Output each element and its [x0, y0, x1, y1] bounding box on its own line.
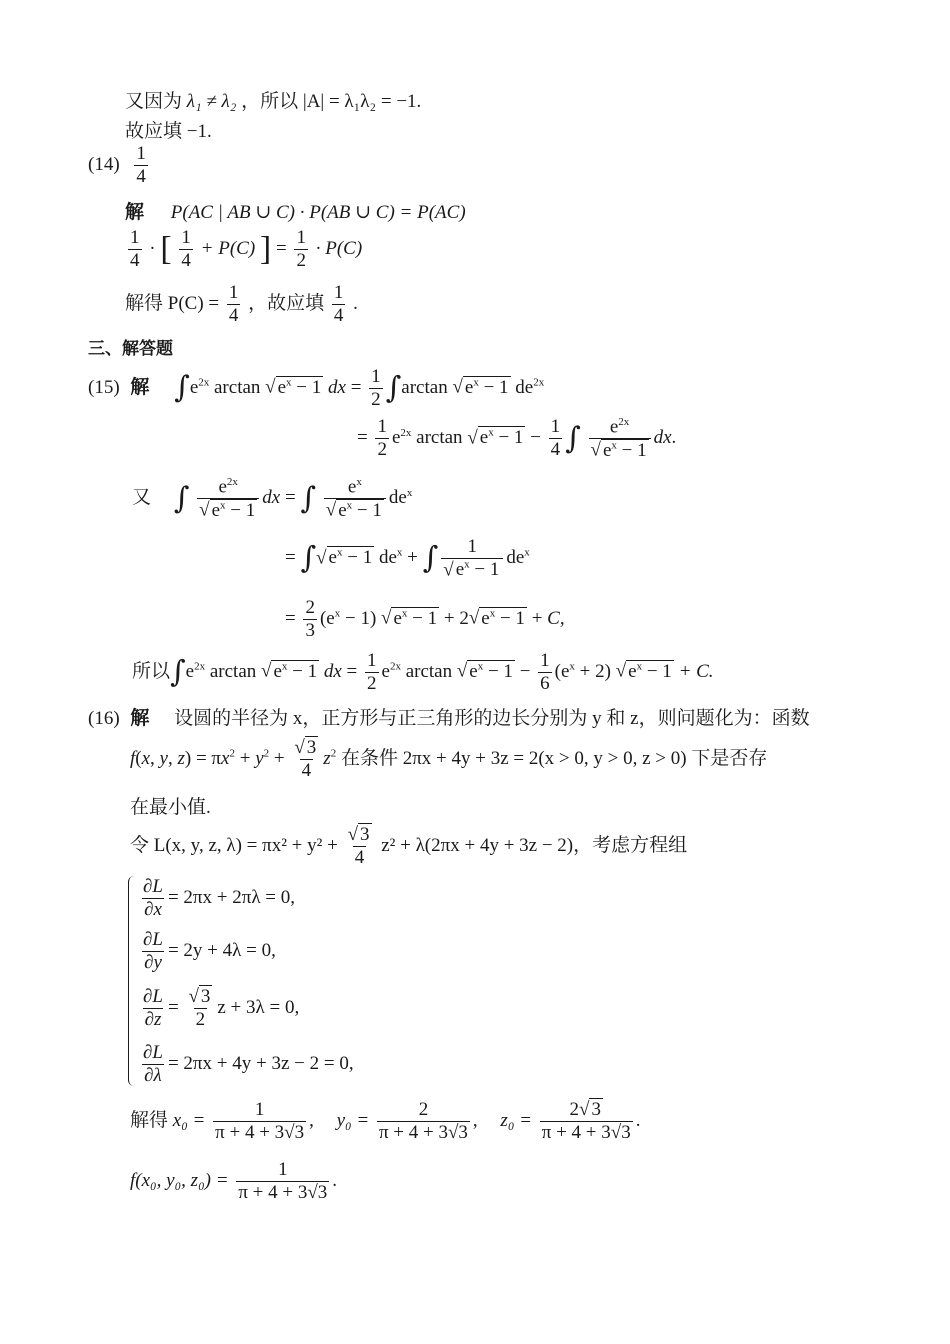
s15-line5: = $\frac{2}{3}$ $(e^x - 1)$ √ $e^x - 1 + 2√$ $e^x - 1 + C$, [285, 597, 565, 641]
s16-intro [88, 703, 810, 730]
s16-func-tail2: 在最小值. [130, 797, 211, 818]
eq-y-rhs: = 2y + 4λ = 0, [167, 939, 276, 961]
s13-lambda-neq: λ₁ ≠ λ₂ [186, 91, 237, 112]
s15-number: (15) [88, 376, 120, 398]
fraction-denominator: π + 4 + 3√3 [378, 1121, 468, 1143]
fraction-numerator: 1 [333, 282, 344, 303]
eq-lambda-rhs: = 2πx + 4y + 3z − 2 = 0, [167, 1052, 354, 1074]
s14-result-mid: ，故应填 [248, 292, 325, 314]
x0-label: x₀ = [172, 1109, 206, 1131]
fraction-denominator: 4 [333, 304, 344, 326]
s16-solution: 解得 x₀ = $\frac{1}{\pi + 4 + 3√3}$ , y₀ = $\frac{2}{\pi + 4 + 3√3}$ , z₀ = $\frac{2√ 3}{\pi + 4 + 3√3}$ . [130, 1099, 641, 1143]
s14-result-text: 解得 P(C) = [125, 292, 220, 314]
s16-intro-text: 设圆的半径为 x，正方形与正三角形的边长分别为 y 和 z，则问题化为：函数 [174, 708, 810, 729]
period: . [353, 292, 358, 314]
solved-label: 解得 [130, 1109, 169, 1131]
arctan-label: arctan [405, 660, 453, 682]
fraction-denominator: π + 4 + 3√3 [215, 1121, 305, 1143]
eq-dl-dz: $\frac{\partial L}{\partial z}$ = $\frac{√ 3}{2}$ z + 3λ = 0, [143, 986, 300, 1030]
fraction-denominator: 2 [296, 249, 306, 271]
s13-line1 [125, 86, 421, 113]
eq-dl-dx: $\frac{\partial L}{\partial x}$ = 2πx + 2πλ = 0, [143, 876, 296, 920]
s13-text-mid: ，所以 [241, 91, 299, 112]
equation-system-brace [128, 876, 137, 1086]
eq-z-rhs: z + 3λ = 0, [217, 996, 300, 1018]
z0-label: z₀ = [500, 1109, 532, 1131]
result-fraction-2 [332, 283, 346, 326]
s14-times-pc: · P(C) [315, 237, 363, 259]
s15-line1: (15) 解 $\int e^{2x}$ arctan √ $e^x - 1$ dx = $\frac{1}{2}$ ∫arctan √ $e^x - 1$ $de^{2x}$ [88, 366, 545, 410]
s14-eq1 [125, 197, 466, 224]
quarter-fraction-inner [179, 228, 193, 271]
eq-x-rhs: = 2πx + 2πλ = 0, [167, 886, 296, 908]
s13-determinant: |A| = λ₁λ₂ = −1. [302, 91, 422, 112]
arctan-label: arctan [416, 427, 463, 449]
fraction-denominator: 4 [181, 249, 191, 271]
fraction-denominator: π + 4 + 3√3 [541, 1121, 631, 1143]
solve-label: 解 [130, 708, 150, 729]
dx-label: dx [323, 660, 342, 682]
s14-header [88, 144, 151, 187]
result-fraction [227, 283, 241, 326]
fraction-numerator: 1 [136, 143, 146, 164]
s15-line4: = ∫√ $e^x - 1$ $de^x$ + ∫ $\frac{1}{√ e^x - 1}$ $de^x$ [285, 536, 530, 581]
s14-answer-fraction [134, 144, 148, 187]
s14-conditional-eq: P(AC | AB ∪ C) · P(AB ∪ C) = P(AC) [170, 202, 466, 223]
s15-line3: 又 ∫ $\frac{e^{2x}}{√ e^x - 1}$ dx = ∫ $\frac{e^x}{√ e^x - 1}$ $de^x$ [132, 476, 413, 521]
again-label: 又 [132, 487, 152, 509]
eq-dl-dlambda: $\frac{\partial L}{\partial\lambda}$ = 2πx + 4y + 3z − 2 = 0, [143, 1042, 354, 1086]
s14-result [125, 283, 358, 326]
fraction-denominator: π + 4 + 3√3 [238, 1181, 328, 1203]
fraction-denominator: 4 [136, 165, 146, 187]
quarter-fraction [128, 228, 142, 271]
arctan-label: arctan [209, 660, 257, 682]
eq-dl-dy: $\frac{\partial L}{\partial y}$ = 2y + 4λ = 0, [143, 929, 276, 973]
section-heading: 三、解答题 [88, 339, 173, 359]
arctan-label: arctan [214, 376, 261, 398]
s16-number: (16) [88, 708, 120, 729]
solve-label: 解 [130, 376, 150, 398]
s14-plus-pc: + P(C) [200, 237, 256, 259]
s14-number: (14) [88, 153, 120, 175]
s13-line2: 故应填 −1. [125, 121, 212, 142]
fraction-numerator: 1 [130, 227, 140, 248]
so-label: 所以 [132, 660, 171, 682]
s14-eq2: $\frac{1}{4}$ · [ $\frac{1}{4}$ + P(C) ] = $\frac{1}{2}$ · P(C) [130, 227, 363, 271]
s16-fvalue: f(x₀, y₀, z₀) = $\frac{1}{\pi + 4 + 3√3}$ . [130, 1159, 338, 1203]
solve-label: 解 [125, 202, 145, 223]
fraction-denominator: 4 [228, 304, 239, 326]
y0-label: y₀ = [336, 1109, 370, 1131]
s15-line2: = $\frac{1}{2}$ $e^{2x}$ arctan √ $e^x - 1$ − $\frac{1}{4}$ ∫ $\frac{e^{2x}}{√ e^x - 1}$ dx. [357, 416, 677, 461]
constant-c: + C. [678, 660, 714, 682]
fvalue-label: f(x₀, y₀, z₀) = [130, 1169, 229, 1191]
fraction-denominator: 4 [130, 249, 140, 271]
arctan-label: arctan [401, 376, 448, 398]
s15-line6: 所以$\int e^{2x}$ arctan √ $e^x - 1$ dx = $\frac{1}{2}$ $e^{2x}$ arctan √ $e^x - 1$ − $\frac{1}{6}$ $(e^x + 2)$ √ $e^x - 1 + C$. [132, 650, 714, 694]
s13-text: 又因为 [125, 91, 183, 112]
s16-constraint: 在条件 2πx + 4y + 3z = 2(x > 0, y > 0, z > 0) 下是否存 [340, 747, 768, 769]
lagrangian-post: z² + λ(2πx + 4y + 3z − 2)，考虑方程组 [381, 834, 688, 856]
half-fraction [294, 228, 308, 271]
lagrangian-pre: 令 L(x, y, z, λ) = πx² + y² + [130, 834, 338, 856]
s16-lagrangian: 令 L(x, y, z, λ) = πx² + y² + $\frac{√ 3}{4}$ z² + λ(2πx + 4y + 3z − 2)，考虑方程组 [130, 824, 688, 868]
s16-function: f(x, y, $z) = \pi x^2 + y^2$ + $\frac{√ 3}{4}$ $z^2$ 在条件 2πx + 4y + 3z = 2(x > 0, y > 0, z > 0) 下是否存 [130, 737, 768, 781]
fraction-numerator: 1 [228, 282, 239, 303]
fraction-numerator: 1 [296, 227, 306, 248]
fraction-numerator: 1 [181, 227, 191, 248]
